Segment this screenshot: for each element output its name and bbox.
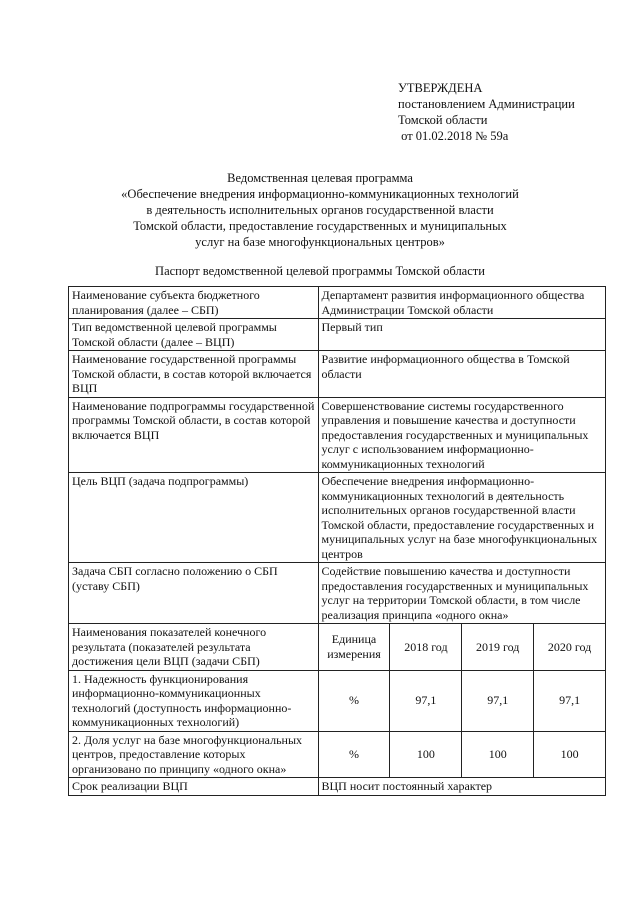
indicator-unit: % [318, 731, 390, 778]
indicator-row [69, 731, 606, 778]
table-row [69, 287, 606, 319]
goal-label: Цель ВЦП (задача подпрограммы) [69, 473, 319, 563]
indicators-header-row [69, 624, 606, 671]
subprogram-value: Совершенствование системы государственного управления и повышение качества и доступности предоставления государственных и муниципальных услуг с использованием информационно-коммуникационных технологий [318, 397, 605, 473]
indicator-value-2019: 97,1 [462, 670, 534, 731]
approval-line-2: постановлением Администрации [398, 97, 575, 111]
passport-title: Паспорт ведомственной целевой программы Томской области [155, 264, 485, 278]
passport-table [68, 286, 606, 796]
term-value: ВЦП носит постоянный характер [318, 778, 605, 796]
goal-value: Обеспечение внедрения информационно-коммуникационных технологий в деятельность исполнительных органов государственной власти Томской области, предоставление государственных и муниципальных услуг на базе многофункциональных центров [318, 473, 605, 563]
indicator-value-2018: 97,1 [390, 670, 462, 731]
year-2018-header: 2018 год [390, 624, 462, 671]
table-row [69, 473, 606, 563]
unit-header: Единица измерения [318, 624, 390, 671]
indicator-value-2018: 100 [390, 731, 462, 778]
indicator-value-2020: 100 [534, 731, 606, 778]
type-label: Тип ведомственной целевой программы Томской области (далее – ВЦП) [69, 319, 319, 351]
indicators-header-label: Наименования показателей конечного результата (показателей результата достижения цели ВЦП (задачи СБП) [69, 624, 319, 671]
program-title-line-4: Томской области, предоставление государственных и муниципальных [133, 219, 507, 233]
table-row [69, 319, 606, 351]
indicator-value-2020: 97,1 [534, 670, 606, 731]
task-label: Задача СБП согласно положению о СБП (уставу СБП) [69, 563, 319, 624]
program-title-line-5: услуг на базе многофункциональных центров» [195, 235, 445, 249]
sbp-label: Наименование субъекта бюджетного планирования (далее – СБП) [69, 287, 319, 319]
indicator-unit: % [318, 670, 390, 731]
approval-block [398, 80, 575, 144]
task-value: Содействие повышению качества и доступности предоставления государственных и муниципальных услуг на территории Томской области, в том числе реализация принципа «одного окна» [318, 563, 605, 624]
indicator-value-2019: 100 [462, 731, 534, 778]
program-title-line-1: Ведомственная целевая программа [227, 171, 413, 185]
approval-line-3: Томской области [398, 113, 488, 127]
table-row [69, 397, 606, 473]
approval-line-4: от 01.02.2018 № 59а [398, 129, 509, 143]
state-program-label: Наименование государственной программы Томской области, в состав которой включается ВЦП [69, 351, 319, 398]
program-title [100, 170, 540, 250]
indicator-name: 2. Доля услуг на базе многофункциональных центров, предоставление которых организовано по принципу «одного окна» [69, 731, 319, 778]
indicator-name: 1. Надежность функционирования информационно-коммуникационных технологий (доступность информационно-коммуникационных технологий) [69, 670, 319, 731]
program-title-line-2: «Обеспечение внедрения информационно-коммуникационных технологий [121, 187, 519, 201]
type-value: Первый тип [318, 319, 605, 351]
year-2020-header: 2020 год [534, 624, 606, 671]
subprogram-label: Наименование подпрограммы государственной программы Томской области, в состав которой включается ВЦП [69, 397, 319, 473]
sbp-value: Департамент развития информационного общества Администрации Томской области [318, 287, 605, 319]
program-title-line-3: в деятельность исполнительных органов государственной власти [146, 203, 494, 217]
indicator-row [69, 670, 606, 731]
approval-line-1: УТВЕРЖДЕНА [398, 81, 483, 95]
table-row [69, 351, 606, 398]
year-2019-header: 2019 год [462, 624, 534, 671]
table-row [69, 778, 606, 796]
state-program-value: Развитие информационного общества в Томской области [318, 351, 605, 398]
term-label: Срок реализации ВЦП [69, 778, 319, 796]
table-row [69, 563, 606, 624]
